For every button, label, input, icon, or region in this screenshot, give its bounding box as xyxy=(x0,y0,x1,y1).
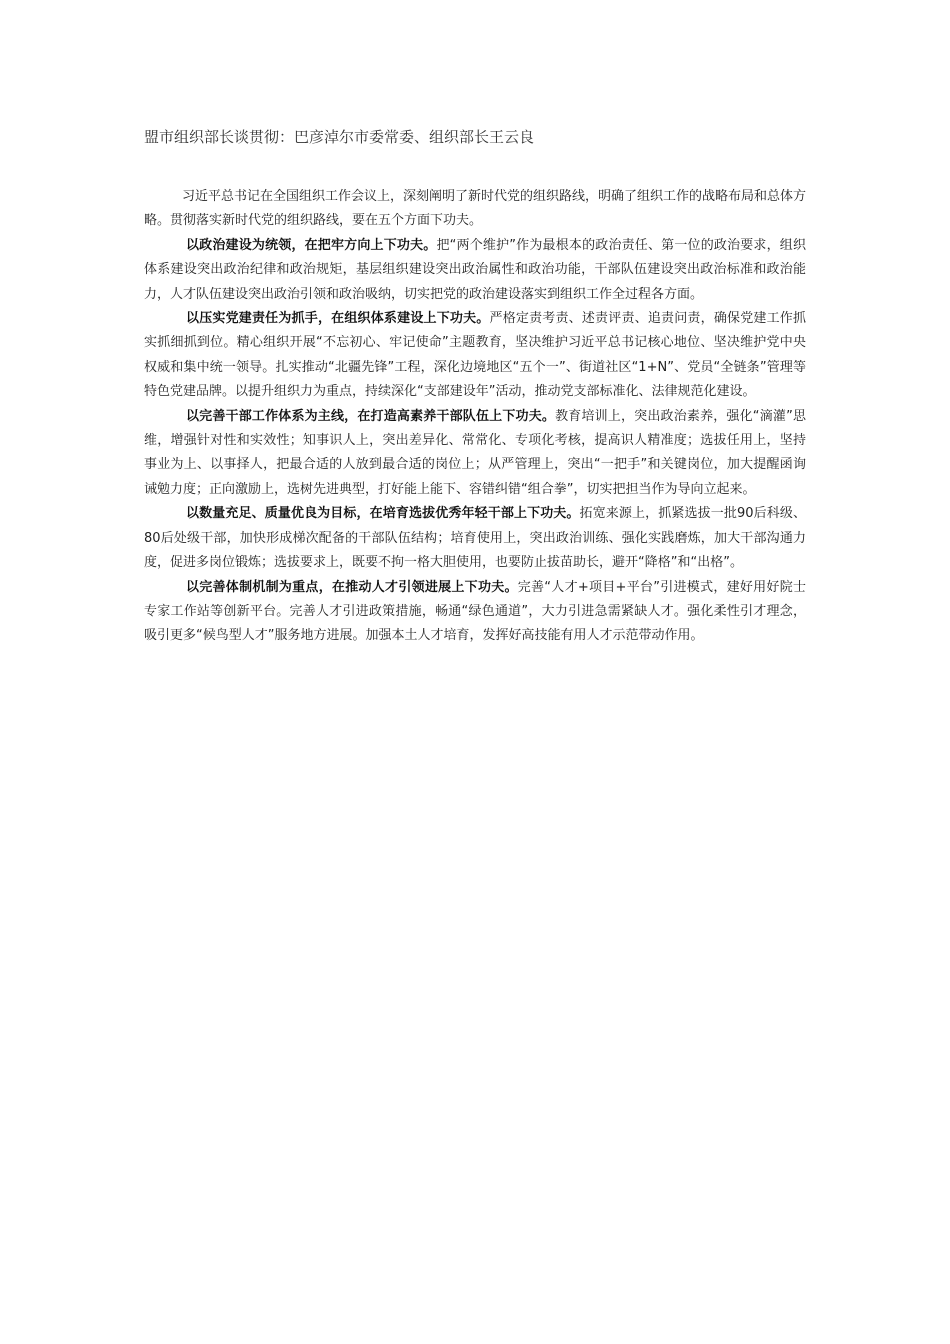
point-paragraph-1 xyxy=(144,234,806,307)
document-title: 盟市组织部长谈贯彻：巴彦淖尔市委常委、组织部长王云良 xyxy=(144,128,535,146)
point-text-1: 把“两个维护”作为最根本的政治责任、第一位的政治要求，组织体系建设突出政治纪律和政治规矩，基层组织建设突出政治属性和政治功能，干部队伍建设突出政治标准和政治能力，人才队伍建设突出政治引领和政治吸纳，切实把党的政治建设落实到组织工作全过程各方面。 xyxy=(144,237,806,302)
point-text-4: 拓宽来源上，抓紧选拔一批90后科级、80后处级干部，加快形成梯次配备的干部队伍结构；培育使用上，突出政治训练、强化实践磨炼，加大干部沟通力度，促进多岗位锻炼；选拔要求上，既要不拘一格大胆使用，也要防止拔苗助长，避开“降格”和“出格”。 xyxy=(144,506,806,571)
point-paragraph-4 xyxy=(144,502,806,575)
point-text-5: 完善“人才+项目+平台”引进模式，建好用好院士专家工作站等创新平台。完善人才引进政策措施，畅通“绿色通道”，大力引进急需紧缺人才。强化柔性引才理念，吸引更多“候鸟型人才”服务地方进展。加强本土人才培育，发挥好高技能有用人才示范带动作用。 xyxy=(144,579,806,644)
point-paragraph-2 xyxy=(144,307,806,405)
point-lead-4: 以数量充足、质量优良为目标，在培育选拔优秀年轻干部上下功夫。 xyxy=(186,506,580,522)
document-body xyxy=(144,185,806,649)
point-paragraph-5 xyxy=(144,576,806,649)
point-lead-5: 以完善体制机制为重点，在推动人才引领进展上下功夫。 xyxy=(186,579,518,595)
point-text-2: 严格定责考责、述责评责、追责问责，确保党建工作抓实抓细抓到位。精心组织开展“不忘初心、牢记使命”主题教育，坚决维护习近平总书记核心地位、坚决维护党中央权威和集中统一领导。扎实推动“北疆先锋”工程，深化边境地区“五个一”、街道社区“1+N”、党员“全链条”管理等特色党建品牌。以提升组织力为重点，持续深化“支部建设年”活动，推动党支部标准化、法律规范化建设。 xyxy=(144,311,806,400)
point-lead-2: 以压实党建责任为抓手，在组织体系建设上下功夫。 xyxy=(186,311,490,327)
point-lead-3: 以完善干部工作体系为主线，在打造高素养干部队伍上下功夫。 xyxy=(186,408,556,424)
point-paragraph-3 xyxy=(144,405,806,503)
point-lead-1: 以政治建设为统领，在把牢方向上下功夫。 xyxy=(186,237,437,253)
intro-paragraph: 习近平总书记在全国组织工作会议上，深刻阐明了新时代党的组织路线，明确了组织工作的战略布局和总体方略。贯彻落实新时代党的组织路线，要在五个方面下功夫。 xyxy=(144,189,807,229)
point-text-3: 教育培训上，突出政治素养，强化“滴灌”思维，增强针对性和实效性；知事识人上，突出差异化、常常化、专项化考核，提高识人精准度；选拔任用上，坚持事业为上、以事择人，把最合适的人放到最合适的岗位上；从严管理上，突出“一把手”和关键岗位，加大提醒函询诫勉力度；正向激励上，选树先进典型，打好能上能下、容错纠错“组合拳”，切实把担当作为导向立起来。 xyxy=(144,408,806,497)
